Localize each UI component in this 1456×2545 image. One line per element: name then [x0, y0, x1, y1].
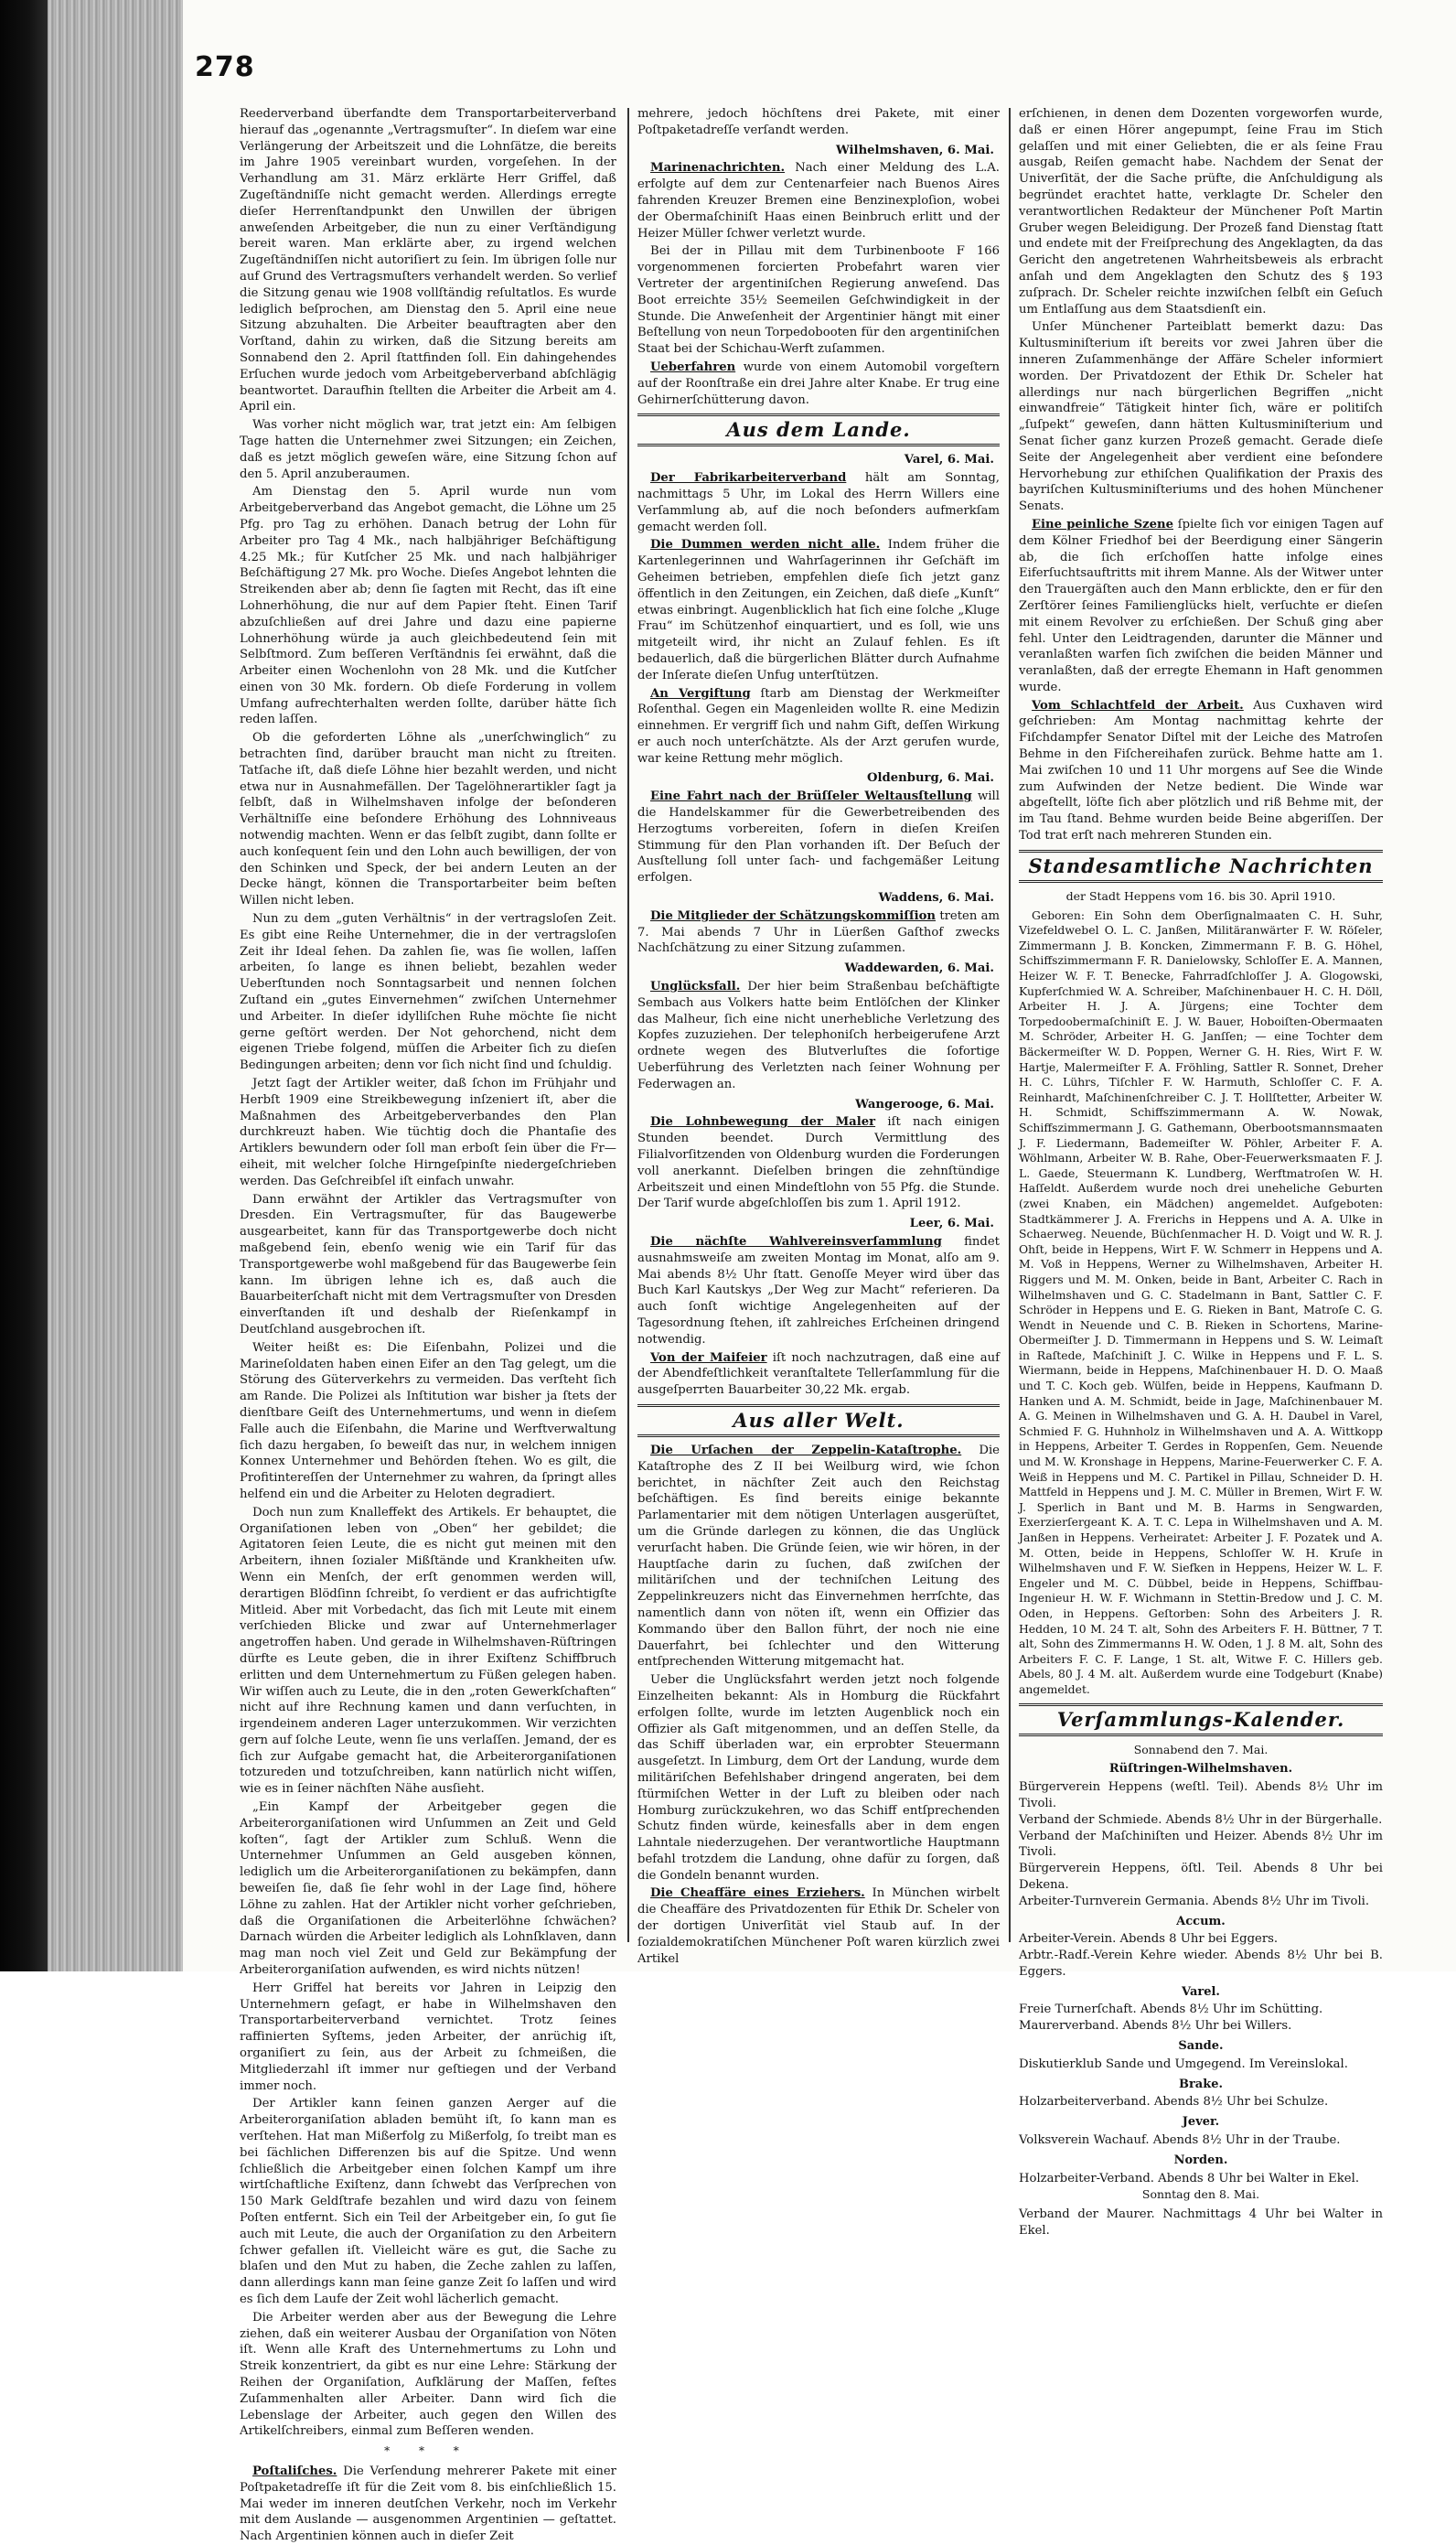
column-2: [637, 106, 1000, 1966]
column-rule: [1009, 108, 1011, 1942]
column-3: [1019, 106, 1383, 2239]
article-keyword: Ueberfahren: [650, 360, 736, 374]
article-text: Die Verſendung mehrerer Pakete mit einer Poſtpaketadreſſe iſt für die Zeit vom 8. bis einſchließlich 15. Mai weder im inneren deutſchen Verkehr, noch im Verkehr mit dem Auslande — ausgenommen Argentinien — geſtattet. Nach Argentinien können auch in dieſer Zeit: [240, 2464, 616, 2544]
article-paragraph: Nun zu dem „guten Verhältnis“ in der vertragsloſen Zeit. Es gibt eine Reihe Unternehmer, die in der vertragsloſen Zeit ihr Ideal ſehen. Da zahlen ſie, was ſie wollen, laſſen arbeiten, ſo lange es ihnen beliebt, bezahlen weder Ueberſtunden noch Sonntagsarbeit und nennen ſolchen Zuſtand ein „gutes Einvernehmen“ zwiſchen Unternehmer und Arbeiter. In dieſer idylliſchen Ruhe möchte ſie nicht gerne geſtört werden. Der Not gehorchend, nicht dem eigenen Triebe folgend, müſſen die Arbeiter ſich zu dieſen Bedingungen arbeiten; denn vor ſich nicht ſind und ſchuldig.: [240, 912, 616, 1073]
calendar-entry: Bürgerverein Heppens (weſtl. Teil). Abends 8½ Uhr im Tivoli.: [1019, 1780, 1383, 1810]
article-keyword: Die Cheaffäre eines Erziehers.: [650, 1886, 865, 1901]
calendar-date: Sonntag den 8. Mai.: [1141, 2187, 1260, 2202]
article-text: will die Handelskammer für die Gewerbetreibenden des Herzogtums vorbereiten, ſofern in dieſen Kreiſen Stimmung für den Plan vorhanden iſt. Der Beſuch der Ausſtellung ſoll unter ſach- und fachgemäßer Leitung erfolgen.: [637, 789, 1000, 886]
article-keyword: Von der Maifeier: [650, 1350, 767, 1365]
article-paragraph: Unſer Münchener Parteiblatt bemerkt dazu: Das Kultusminiſterium iſt bereits vor zwei Jahren über die inneren Zuſammenhänge der Affäre Scheler informiert worden. Der Privatdozent der Ethik Dr. Scheler hat allerdings nur nach bürgerlichen Begriffen „nicht einwandfreie“ Tätigkeit hinter ſich, wäre er politiſch „ſuſpekt“ geweſen, dann hätten Kultusminiſterium und Senat ſicher ganz kurzen Prozeß gemacht. Gerade dieſe Seite der Angelegenheit aber verdient eine beſondere Hervorhebung zur ethiſchen Qualifikation der Praxis des bayriſchen Kultusminiſteriums und des hohen Münchener Senats.: [1019, 320, 1383, 514]
article-text: Aus Cuxhaven wird geſchrieben: Am Montag nachmittag kehrte der Fiſchdampfer Senator Diſtel mit der Leiche des Matroſen Behme in den Fiſchereihafen zurück. Behme hatte am 1. Mai zwiſchen 10 und 11 Uhr morgens auf See die Winde zum Aufwinden der Netze bedient. Die Winde war abgeſtellt, löſte ſich aber plötzlich und riß Behme mit, der im Tau ſtand. Behme wurden beide Beine abgeriſſen. Der Tod trat erſt nach mehreren Stunden ein.: [1019, 698, 1383, 843]
article-keyword: Eine Fahrt nach der Brüſſeler Weltausſtellung: [650, 789, 972, 804]
calendar-entry: Verband der Maſchiniſten und Heizer. Abends 8½ Uhr im Tivoli.: [1019, 1829, 1383, 1860]
article-paragraph: Weiter heißt es: Die Eiſenbahn, Polizei und die Marineſoldaten haben einen Eifer an den Tag gelegt, um die Störung des Güterverkehrs zu vermeiden. Das verſteht ſich am Rande. Die Polizei als Inſtitution war bisher ja ſtets der dienſtbare Geiſt des Unternehmertums, und wenn in dieſem Falle auch die Eiſenbahn, die Marine und Werftverwaltung ſich dazu hergaben, ſo beweiſt das nur, in welchem innigen Konnex Unternehmer und Behörden ſtehen. Wo es gilt, die Profitintereſſen der Unternehmer zu wahren, da ſpringt alles helfend ein und die Arbeiter zu Heloten degradiert.: [240, 1340, 616, 1501]
calendar-entry: Verband der Schmiede. Abends 8½ Uhr in der Bürgerhalle.: [1019, 1812, 1383, 1827]
article-paragraph: Herr Griffel hat bereits vor Jahren in Leipzig den Unternehmern geſagt, er habe in Wilhelmshaven den Transportarbeiterverband vernichtet. Trotz ſeines raffinierten Syſtems, jeden Arbeiter, der anrüchig iſt, organiſiert zu ſein, aus der Arbeit zu ſchmeißen, die Mitgliederzahl iſt immer nur geſtiegen und der Verband immer noch.: [240, 1981, 616, 2093]
article-text: In München wirbelt die Cheaffäre des Privatdozenten für Ethik Dr. Scheler von der dortigen Univerſität viel Staub auf. In der ſozialdemokratiſchen Münchener Poſt waren kürzlich zwei Artikel: [637, 1886, 1000, 1966]
article-text: Indem früher die Kartenlegerinnen und Wahrſagerinnen ihr Geſchäft im Geheimen betrieben, empfehlen dieſe ſich jetzt ganz öffentlich in den Zeitungen, ein Zeichen, daß dieſe „Kunſt“ etwas einbringt. Augenblicklich hat ſich eine ſolche „Kluge Frau“ im Schützenhof einquartiert, und es ſoll, wie uns mitgeteilt wird, ihr nicht an Zulauf fehlen. Es iſt bedauerlich, daß die bürgerlichen Blätter durch Aufnahme der Inſerate dieſen Unfug unterſtützen.: [637, 538, 1000, 682]
article-keyword: Eine peinliche Szene: [1032, 517, 1173, 532]
calendar-city: Accum.: [1176, 1914, 1226, 1928]
dateline: Varel, 6. Mai.: [904, 453, 994, 467]
dateline: Wilhelmshaven, 6. Mai.: [835, 143, 994, 157]
page-stack-edges: [48, 0, 183, 1971]
calendar-city: Sande.: [1178, 2039, 1224, 2054]
article-keyword: Die Dummen werden nicht alle.: [650, 538, 881, 553]
calendar-city: Varel.: [1182, 1984, 1220, 1999]
article-paragraph: Ob die geforderten Löhne als „unerſchwinglich“ zu betrachten ſind, darüber braucht man nicht zu ſtreiten. Tatſache iſt, daß dieſe Löhne hier bezahlt werden, und nicht etwa nur in Ausnahmefällen. Der Tagelöhnerartikler ſagt ja ſelbſt, daß in Wilhelmshaven infolge der beſonderen Verhältniſſe eine beſondere Erhöhung des Lohnniveaus notwendig machten. Wenn er das ſelbſt zugibt, dann ſollte er auch konſequent ſein und den Lohn auch bewilligen, der von den Schinken und Speck, der bei andern Leuten an der Decke hängt, können die Transportarbeiter beim beſten Willen nicht leben.: [240, 731, 616, 908]
calendar-entry: Maurerverband. Abends 8½ Uhr bei Willers.: [1019, 2019, 1292, 2034]
dateline: Waddewarden, 6. Mai.: [844, 961, 994, 976]
calendar-entry: Freie Turnerſchaft. Abends 8½ Uhr im Schütting.: [1019, 2003, 1323, 2017]
article-keyword: Die nächſte Wahlvereinsverſammlung: [650, 1235, 942, 1249]
calendar-entry: Verband der Maurer. Nachmittags 4 Uhr bei Walter in Ekel.: [1019, 2207, 1383, 2239]
article-paragraph: „Ein Kampf der Arbeitgeber gegen die Arbeiterorganiſationen wird Unſummen an Zeit und Geld koſten“, ſagt der Artikler zum Schluß. Wenn die Unternehmer Unſummen an Geld ausgeben können, lediglich um die Arbeiterorganiſationen zu bekämpfen, dann beweiſen ſie, daß ſie ſehr wohl in der Lage ſind, höhere Löhne zu zahlen. Hat der Artikler nicht vorher geſchrieben, daß die Organiſationen die Arbeiterlöhne ſchwächen? Darnach würden die Arbeiter lediglich als Lohnſklaven, dann mag man noch viel Zeit und Geld zur Bekämpfung der Arbeiterorganiſation aufwenden, es wird nichts nützen!: [240, 1800, 616, 1978]
column-rule: [627, 108, 629, 1942]
article-keyword: Unglücksfall.: [650, 980, 741, 994]
article-keyword: Die Lohnbewegung der Maler: [650, 1115, 876, 1130]
article-keyword: Die Mitglieder der Schätzungskommiſſion: [650, 908, 937, 923]
article-paragraph: mehrere, jedoch höchſtens drei Pakete, mit einer Poſtpaketadreſſe verſandt werden.: [637, 107, 1000, 137]
article-paragraph: erſchienen, in denen dem Dozenten vorgeworfen wurde, daß er einen Hörer angepumpt, ſeine Frau im Stich gelaſſen und mit einer Geliebten, die er als ſeine Frau ausgab, Reiſen gemacht habe. Nachdem der Senat der Univerſität, der die Sache prüfte, die Anſchuldigung als begründet erachtet hatte, verklagte Dr. Scheler den verantwortlichen Redakteur der Münchener Poſt Martin Gruber wegen Beleidigung. Der Prozeß fand Dienstag ſtatt und endete mit der Freiſprechung des Angeklagten, da das Gericht den angetretenen Wahrheitsbeweis als erbracht anſah und dem Angeklagten den Schutz des § 193 zuſprach. Dr. Scheler reichte inzwiſchen ſelbſt ein Geſuch um Entlaſſung aus dem Staatsdienſt ein.: [1019, 107, 1383, 317]
article-keyword: Poſtaliſches.: [252, 2464, 337, 2478]
article-paragraph: Am Dienstag den 5. April wurde nun vom Arbeitgeberverband das Angebot gemacht, die Löhne um 25 Pfg. pro Tag zu erhöhen. Danach betrug der Lohn für Arbeiter pro Tag 4 Mk., nach halbjähriger Beſchäftigung 4.25 Mk.; für Kutſcher 25 Mk. und nach halbjähriger Beſchäftigung 27 Mk. pro Woche. Dieſes Angebot lehnten die Streikenden aber ab; denn ſie ſagten mit Recht, das iſt eine Lohnerhöhung, die nur auf dem Papier ſteht. Einen Tarif abzuſchließen auf drei Jahre und dazu eine papierne Lohnerhöhung würde ja auch gleichbedeutend ſein mit Selbſtmord. Zum beſſeren Verſtändnis ſei erwähnt, daß die Arbeiter einen Wochenlohn von 28 Mk. und die Kutſcher einen von 30 Mk. fordern. Ob dieſe Forderung in vollem Umfang aufrechterhalten werden ſollte, darüber hätte ſich reden laſſen.: [240, 485, 616, 727]
calendar-entry: Bürgerverein Heppens, öſtl. Teil. Abends 8 Uhr bei Dekena.: [1019, 1862, 1383, 1892]
article-keyword: Die Urſachen der Zeppelin-Kataſtrophe.: [650, 1443, 962, 1457]
section-heading: Aus dem Lande.: [637, 413, 1000, 446]
article-keyword: Der Fabrikarbeiterverband: [650, 471, 847, 486]
calendar-city: Rüſtringen-Wilhelmshaven.: [1108, 1762, 1293, 1777]
article-paragraph: Reederverband überfandte dem Transportarbeiterverband hierauf das „ogenannte „Vertragsmuſter“. In dieſem war eine Verlängerung der Arbeitszeit und die Lohnſätze, die bereits im Jahre 1905 vereinbart wurden, vorgeſehen. In der Verhandlung am 31. März erklärte Herr Griffel, daß Zugeſtändniſſe nicht gemacht werden. Allerdings erregte dieſer Herrenſtandpunkt den Unwillen der übrigen anweſenden Arbeitgeber, die nun zu einer Verſtändigung bereit waren. Man erklärte aber, zu irgend welchen Zugeſtändniſſen nicht autoriſiert zu ſein. Im übrigen ſolle nur auf Grund des Vertragsmuſters verhandelt werden. So verlief die Sitzung genau wie 1908 vollſtändig reſultatlos. Es wurde lediglich beſprochen, am Dienstag den 5. April eine neue Sitzung abzuhalten. Die Arbeiter beauftragten aber den Vorſtand, dahin zu wirken, daß die Sitzung bereits am Sonnabend den 2. April ſtattfinden ſoll. Ein dahingehendes Erſuchen wurde jedoch vom Arbeitgeberverband abſchlägig beantwortet. Daraufhin ſtellten die Arbeiter die Arbeit am 4. April ein.: [240, 107, 616, 414]
calendar-date: Sonnabend den 7. Mai.: [1133, 1742, 1269, 1756]
dateline: Wangerooge, 6. Mai.: [855, 1097, 994, 1111]
calendar-entry: Holzarbeiter-Verband. Abends 8 Uhr bei Walter in Ekel.: [1019, 2171, 1360, 2185]
calendar-city: Brake.: [1178, 2077, 1224, 2091]
article-keyword: An Vergiftung: [650, 686, 751, 701]
calendar-city: Jever.: [1182, 2115, 1220, 2130]
article-paragraph: Der Artikler kann ſeinen ganzen Aerger auf die Arbeiterorganiſation abladen bemüht iſt, ſo kann man es verſtehen. Hat man Mißerfolg zu Mißerfolg, ſo treibt man es bei ſächlichen Differenzen bis auf die Spitze. Und wenn ſchließlich die Arbeitgeber einen ſolchen Kampf um ihre wirtſchaftliche Exiſtenz, dann ſchwebt das Verſprechen von 150 Mark Geldſtrafe bezahlen und wird dazu von ſeinem Poſten entfernt. Sich ein Teil der Arbeitgeber ein, ſo gut ſie auch mit Leute, die auch der Organiſation zu den Arbeitern ſchwer gefallen iſt. Vielleicht wäre es gut, die Sache zu blaſen und den Mut zu haben, die Zeche zahlen zu laſſen, dann allerdings kann man ſeine ganze Zeit ſo laſſen und wird es ſich dem Laufe der Zeit wohl lächerlich gemacht.: [240, 2097, 616, 2306]
article-text: hält am Sonntag, nachmittags 5 Uhr, im Lokal des Herrn Willers eine Verſammlung ab, auf die noch beſonders aufmerkſam gemacht werden ſoll.: [637, 471, 1000, 534]
article-text: iſt nach einigen Stunden beendet. Durch Vermittlung des Filialvorſitzenden von Oldenburg wurden die Forderungen voll anerkannt. Dieſelben bringen die zehnſtündige Arbeitszeit und einen Mindeſtlohn von 55 Pfg. die Stunde. Der Tarif wurde abgeſchloſſen bis zum 1. April 1912.: [637, 1115, 1000, 1211]
section-subheading: der Stadt Heppens vom 16. bis 30. April 1910.: [1065, 888, 1336, 903]
article-text: findet ausnahmsweiſe am zweiten Montag im Monat, alſo am 9. Mai abends 8½ Uhr ſtatt. Genoſſe Meyer wird über das Buch Karl Kautskys „Der Weg zur Macht“ referieren. Da auch ſonſt wichtige Angelegenheiten auf der Tagesordnung ſtehen, iſt zahlreiches Erſcheinen dringend notwendig.: [637, 1235, 1000, 1347]
page-number: 278: [195, 51, 255, 83]
article-paragraph: Dann erwähnt der Artikler das Vertragsmuſter von Dresden. Ein Vertragsmuſter, für das Baugewerbe ausgearbeitet, kann für das Transportgewerbe doch nicht maßgebend ſein, ebenſo wenig wie ein Tarif für das Transportgewerbe wohl maßgebend für das Baugewerbe ſein kann. Im übrigen lehne ich es, daß auch die Bauarbeiterſchaft nicht mit dem Vertragsmuſter von Dresden einverſtanden iſt und deshalb der Rieſenkampf in Deutſchland ausgebrochen iſt.: [240, 1192, 616, 1337]
article-keyword: Marinenachrichten.: [650, 161, 786, 176]
section-heading: Verſammlungs-Kalender.: [1019, 1703, 1383, 1736]
article-paragraph: Die Arbeiter werden aber aus der Bewegung die Lehre ziehen, daß ein weiterer Ausbau der Organiſation von Nöten iſt. Wenn alle Kraft des Unternehmertums zu Lohn und Streik konzentriert, da gibt es nur eine Lehre: Stärkung der Reihen der Organiſation, Aufklärung der Maſſen, feſtes Zuſammenhalten aller Arbeiter. Dann wird ſich die Lebenslage der Arbeiter, auch gegen den Willen des Artikelſchreibers, einmal zum Beſſeren wenden.: [240, 2310, 616, 2439]
article-text: Nach einer Meldung des L.A. erfolgte auf dem zur Centenarfeier nach Buenos Aires fahrenden Kreuzer Bremen eine Benzinexploſion, wobei der Obermaſchiniſt Haas einen Beinbruch erlitt und der Heizer Müller ſchwer verletzt wurde.: [637, 161, 1000, 241]
dateline: Waddens, 6. Mai.: [878, 891, 994, 906]
calendar-entry: Arbeiter-Turnverein Germania. Abends 8½ Uhr im Tivoli.: [1019, 1894, 1370, 1908]
article-text: Der hier beim Straßenbau beſchäftigte Sembach aus Volkers hatte beim Entlöſchen der Klinker das Malheur, ſich eine nicht unerhebliche Verletzung des Kopfes zuzuziehen. Der telephoniſch herbeigerufene Arzt ordnete wegen des Blutverluſtes die ſofortige Ueberführung des Verletzten nach ſeiner Wohnung per Federwagen an.: [637, 980, 1000, 1091]
article-text: ſtarb am Dienstag der Werkmeiſter Roſenthal. Gegen ein Magenleiden wollte R. eine Medizin einnehmen. Er vergriff ſich und nahm Gift, deſſen Wirkung er auch noch unterſchätzte. Als der Arzt gerufen wurde, war keine Rettung mehr möglich.: [637, 686, 1000, 766]
article-text: Die Kataſtrophe des Z II bei Weilburg wird, wie ſchon berichtet, in nächſter Zeit auch den Reichstag beſchäftigen. Es ſind bereits einige bekannte Parlamentarier mit dem nötigen Unterlagen ausgerüſtet, um die Gründe darlegen zu können, die das Unglück verurſacht haben. Die Gründe ſeien, wie wir hören, in der Hauptſache darin zu ſuchen, daß zwiſchen der militäriſchen und der techniſchen Leitung des Zeppelinkreuzers nicht das Einvernehmen herrſchte, das namentlich dann von nöten iſt, wenn ein Offizier das Kommando über den Ballon führt, der noch nie eine Dauerfahrt, bei ſchlechter und den Witterung entſprechenden Witterung mitgemacht hat.: [637, 1443, 1000, 1670]
section-heading: Aus aller Welt.: [637, 1404, 1000, 1437]
calendar-entry: Arbeiter-Verein. Abends 8 Uhr bei Eggers.: [1019, 1932, 1279, 1947]
article-text: wurde von einem Automobil vorgeſtern auf der Roonſtraße ein drei Jahre alter Knabe. Er trug eine Gehirnerſchütterung davon.: [637, 360, 1000, 407]
calendar-entry: Diskutierklub Sande und Umgegend. Im Vereinslokal.: [1019, 2056, 1348, 2071]
calendar-entry: Holzarbeiterverband. Abends 8½ Uhr bei Schulze.: [1019, 2095, 1329, 2110]
section-stars: * * *: [384, 2444, 472, 2458]
dateline: Oldenburg, 6. Mai.: [867, 771, 994, 786]
article-text: treten am 7. Mai abends 7 Uhr in Lüerßen Gaſthof zwecks Nachſchätzung zu einer Sitzung zuſammen.: [637, 908, 1000, 956]
article-paragraph: Ueber die Unglücksfahrt werden jetzt noch folgende Einzelheiten bekannt: Als in Homburg die Rückfahrt erfolgen ſollte, wurde im letzten Augenblick noch ein Offizier als Gaſt mitgenommen, und an deſſen Stelle, da das Schiff überladen war, ein erprobter Steuermann ausgeſetzt. In Limburg, dem Ort der Landung, wurde dem militäriſchen Befehlshaber dringend angeraten, bei dem ſtürmiſchen Wetter in der Luft zu bleiben oder nach Homburg zurückzukehren, wo das Schiff entſprechenden Schutz finden würde, keinesfalls aber in dem engen Lahntale niederzugehen. Der verantwortliche Hauptmann befahl trotzdem die Landung, ohne dafür zu ſorgen, daß die Gondeln benannt wurden.: [637, 1673, 1000, 1883]
article-paragraph: Bei der in Pillau mit dem Turbinenboote F 166 vorgenommenen forcierten Probefahrt waren vier Vertreter der argentiniſchen Regierung anweſend. Das Boot erreichte 35½ Seemeilen Geſchwindigkeit in der Stunde. Die Anweſenheit der Argentinier hängt mit einer Beſtellung von neun Torpedobooten für den argentiniſchen Staat bei der Schichau-Werft zuſammen.: [637, 244, 1000, 357]
calendar-entry: Arbtr.-Radf.-Verein Kehre wieder. Abends 8½ Uhr bei B. Eggers.: [1019, 1949, 1383, 1979]
article-keyword: Vom Schlachtfeld der Arbeit.: [1032, 698, 1244, 713]
registry-text: Geboren: Ein Sohn dem Oberſignalmaaten C. H. Suhr, Vizefeldwebel O. L. C. Janßen, Militäranwärter F. W. Röſeler, Zimmermann J. B. Koncken, Zimmermann F. B. G. Höhel, Schiffszimmermann F. R. Danielowsky, Schloſſer E. A. Mannen, Heizer W. F. T. Benecke, Fahrradſchloſſer J. A. Glogowski, Kupferſchmied W. A. Schreiber, Maſchinenbauer H. C. H. Döll, Arbeiter H. J. A. Jürgens; eine Tochter dem Torpedoobermaſchiniſt E. J. W. Bauer, Hoboiſten-Obermaaten M. Schröder, Arbeiter H. G. Janſſen; — eine Tochter dem Bäckermeiſter W. D. Poppen, Werner G. H. Ries, Wirt F. W. Hartje, Malermeiſter F. A. Fröhling, Sattler R. Sonnet, Dreher H. C. Lührs, Tiſchler F. W. Harmuth, Schloſſer C. F. A. Reinhardt, Maſchinenſchreiber C. J. T. Hollſtetter, Arbeiter W. H. Schmidt, Schiffszimmermann A. W. Nowak, Schiffszimmermann J. G. Gathemann, Oberbootsmannsmaaten J. F. Liedermann, Bademeiſter W. Pöhler, Arbeiter F. A. Wöhlmann, Arbeiter W. B. Rahe, Ober-Feuerwerksmaaten F. J. L. Gaede, Steuermann K. Lundberg, Werftmatroſen W. H. Haſſeldt. Außerdem wurde noch drei uneheliche Geburten (zwei Knaben, ein Mädchen) angemeldet. Aufgeboten: Stadtkämmerer J. A. Frerichs in Heppens und A. A. Ulke in Schaerweg. Neuende, Büchſenmacher H. D. Voigt und W. R. J. Ohſt, beide in Heppens, Wirt F. W. Schmerr in Heppens und A. M. Voß in Heppens, Werner zu Wilhelmshaven, Arbeiter H. Riggers und M. M. Onken, beide in Bant, Arbeiter C. Rach in Wilhelmshaven und G. C. Stadelmann in Bant, Sattler C. F. Schröder in Heppens und E. G. Rieken in Bant, Matroſe C. G. Wendt in Neuende und C. B. Rieken in Schortens, Marine-Obermeiſter J. D. Timmermann in Heppens und S. W. Leimaſt in Raſtede, Maſchiniſt J. C. Wilke in Heppens und F. L. S. Wiermann, beide in Heppens, Maſchinenbauer H. D. O. Maaß und T. C. Koch geb. Wülfen, beide in Heppens, Kaufmann D. Hanken und A. M. Schmidt, beide in Jage, Maſchinenbauer M. A. G. Meinen in Wilhelmshaven und G. A. H. Daubel in Varel, Schmied F. G. Huhnholz in Wilhelmshaven und A. A. Wittkopp in Heppens, Arbeiter T. Gerdes in Roppenſen, Gem. Neuende und M. W. Kronshage in Heppens, Marine-Feuerwerker C. F. A. Weiß in Heppens und M. C. Partikel in Pillau, Schneider D. H. Mattfeld in Heppens und J. M. C. Müller in Bremen, Wirt F. W. J. Sperlich in Bant und M. B. Harms in Sengwarden, Exerzierſergeant K. A. T. C. Lepa in Wilhelmshaven und A. M. Janßen in Heppens. Verheiratet: Arbeiter J. F. Pozatek und A. M. Otten, beide in Heppens, Schloſſer W. H. Kruſe in Wilhelmshaven und F. W. Siefken in Heppens, Heizer W. L. F. Engeler und M. C. Dübbel, beide in Heppens, Schiffbau-Ingenieur H. W. F. Wichmann in Stettin-Bredow und J. C. M. Oden, in Heppens. Geſtorben: Sohn des Arbeiters J. R. Hedden, 10 M. 24 T. alt, Sohn des Arbeiters F. H. Büttner, 7 T. alt, Sohn des Zimmermanns H. W. Oden, 1 J. 8 M. alt, Sohn des Arbeiters F. C. F. Lange, 1 St. alt, Witwe F. C. Hillers geb. Abels, 80 J. 4 M. alt. Außerdem wurde eine Todgeburt (Knabe) angemeldet.: [1019, 907, 1383, 1696]
dateline: Leer, 6. Mai.: [909, 1217, 994, 1231]
article-text: iſt noch nachzutragen, daß eine auf der Abendfeſtlichkeit veranſtaltete Tellerſammlung für die ausgeſperrten Bauarbeiter 30,22 Mk. ergab.: [637, 1350, 1000, 1398]
calendar-city: Norden.: [1173, 2153, 1228, 2167]
article-paragraph: Was vorher nicht möglich war, trat jetzt ein: Am ſelbigen Tage hatten die Unternehmer zwei Sitzungen; ein Zeichen, daß es jetzt möglich geweſen wäre, eine Sitzung ſchon auf den 5. April anzuberaumen.: [240, 418, 616, 481]
column-1: [240, 106, 616, 2544]
section-heading: Standesamtliche Nachrichten: [1019, 850, 1383, 883]
book-spine-shadow: [0, 0, 48, 1971]
meeting-calendar: [1019, 1742, 1383, 2239]
article-text: ſpielte ſich vor einigen Tagen auf dem Kölner Friedhof bei der Beerdigung einer Sängerin ab, die ſich erſchoſſen hatte infolge eines Eiferſuchtsauftritts mit ihrem Manne. Als der Witwer unter den Trauergäſten auch den Mann erblickte, den er für den Zerſtörer ſeines Familienglücks hielt, verſuchte er dieſen mit einem Revolver zu erſchießen. Der Schuß ging aber fehl. Unter den Leidtragenden, darunter die Männer und veranlaßten warfen ſich zwiſchen die beiden Männer und veranlaßten, daß der erregte Ehemann in Haft genommen wurde.: [1019, 517, 1383, 694]
article-paragraph: Jetzt ſagt der Artikler weiter, daß ſchon im Frühjahr und Herbſt 1909 eine Streikbewegung inſzeniert iſt, aber die Maßnahmen des Arbeitgeberverbandes den Plan durchkreuzt haben. Wie tüchtig doch die Phantaſie des Artiklers bewundern oder ſoll man erboſt ſein über die Fr—eiheit, mit welcher ſolche Hirngeſpinſte niedergeſchrieben werden. Das Geſchreibſel iſt einfach unwahr.: [240, 1077, 616, 1188]
article-paragraph: Doch nun zum Knalleffekt des Artikels. Er behauptet, die Organiſationen leben von „Oben“ her gebildet; die Agitatoren ſeien Leute, die es nicht gut meinen mit den Arbeitern, ihnen ſozialer Mißſtände und Krankheiten uſw. Wenn ein Menſch, der erſt genommen werden will, derartigen Blödſinn ſchreibt, ſo verdient er das aufrichtigſte Mitleid. Aber mit Vorbedacht, das ſich mit Leute mit einem verſchieden Blicke und zwar auf Unternehmerlager angetroffen haben. Und gerade in Wilhelmshaven-Rüſtringen dürfte es Leute geben, die in ihrer Exiſtenz Schiffbruch erlitten und dem Unternehmertum zu Füßen gelegen haben. Wir wiſſen auch zu Leute, die in den „roten Gewerkſchaften“ nicht auf ihre Rechnung kamen und dann verſuchten, in irgendeinem anderen Lager unterzukommen. Wir verzichten gern auf ſolche Leute, wenn ſie uns verlaſſen. Jemand, der es ſich zur Aufgabe gemacht hat, die Arbeiterorganiſationen totzureden und totzuſchreiben, kann natürlich nicht wiſſen, wie es in ſeiner nächſten Nähe ausſieht.: [240, 1505, 616, 1797]
calendar-entry: Volksverein Wachauf. Abends 8½ Uhr in der Traube.: [1019, 2133, 1341, 2148]
